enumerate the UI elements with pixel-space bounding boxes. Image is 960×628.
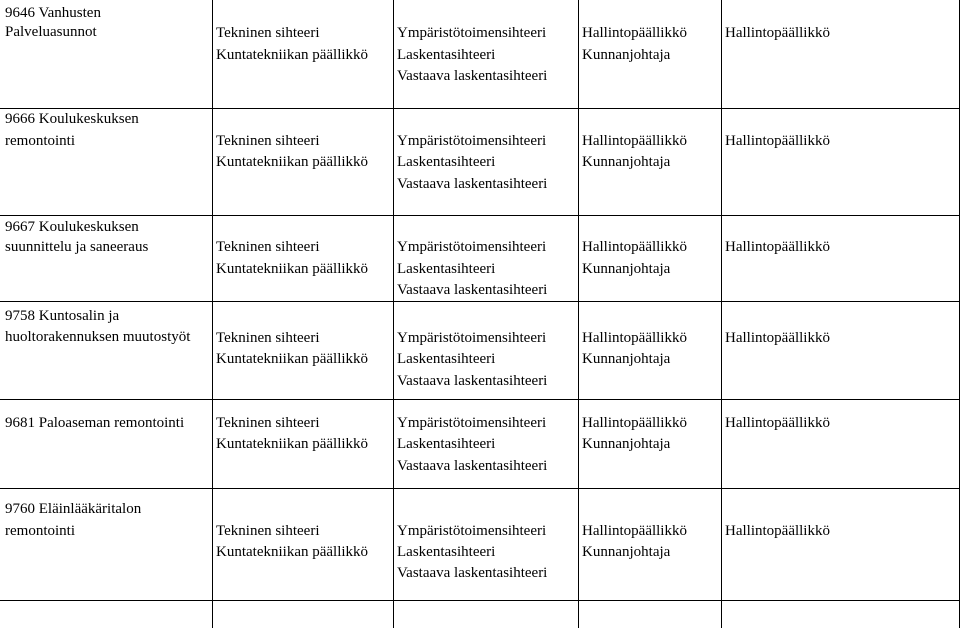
- role-tekninen-sihteeri: Tekninen sihteeri: [216, 25, 320, 41]
- role-kunnanjohtaja: Kunnanjohtaja: [582, 154, 671, 170]
- role-kunnanjohtaja: Kunnanjohtaja: [582, 47, 671, 63]
- project-number-line: 9667 Koulukeskuksen: [5, 219, 139, 235]
- role-hallintopaallikko: Hallintopäällikkö: [582, 330, 687, 346]
- role-hallintopaallikko: Hallintopäällikkö: [725, 523, 830, 539]
- role-hallintopaallikko: Hallintopäällikkö: [725, 330, 830, 346]
- role-tekninen-sihteeri: Tekninen sihteeri: [216, 239, 320, 255]
- role-hallintopaallikko: Hallintopäällikkö: [725, 133, 830, 149]
- project-number-line: 9758 Kuntosalin ja: [5, 308, 120, 324]
- role-laskentasihteeri: Laskentasihteeri: [397, 261, 496, 277]
- role-hallintopaallikko: Hallintopäällikkö: [582, 415, 687, 431]
- role-hallintopaallikko: Hallintopäällikkö: [582, 523, 687, 539]
- role-kunnanjohtaja: Kunnanjohtaja: [582, 436, 671, 452]
- role-vastaava-laskentasihteeri: Vastaava laskentasihteeri: [397, 373, 548, 389]
- role-vastaava-laskentasihteeri: Vastaava laskentasihteeri: [397, 458, 548, 474]
- role-kuntatekniikan-paallikko: Kuntatekniikan päällikkö: [216, 436, 369, 452]
- project-number-line: 9666 Koulukeskuksen: [5, 111, 139, 127]
- role-vastaava-laskentasihteeri: Vastaava laskentasihteeri: [397, 282, 548, 298]
- role-kuntatekniikan-paallikko: Kuntatekniikan päällikkö: [216, 154, 369, 170]
- project-name-line: Palveluasunnot: [5, 24, 97, 40]
- role-kuntatekniikan-paallikko: Kuntatekniikan päällikkö: [216, 47, 369, 63]
- role-laskentasihteeri: Laskentasihteeri: [397, 154, 496, 170]
- role-ymparistotoimensihteeri: Ympäristötoimensihteeri: [397, 133, 547, 149]
- role-tekninen-sihteeri: Tekninen sihteeri: [216, 330, 320, 346]
- project-block: [0, 216, 960, 301]
- project-block: [0, 0, 960, 108]
- project-block: [0, 489, 960, 600]
- role-kuntatekniikan-paallikko: Kuntatekniikan päällikkö: [216, 351, 369, 367]
- role-ymparistotoimensihteeri: Ympäristötoimensihteeri: [397, 239, 547, 255]
- role-tekninen-sihteeri: Tekninen sihteeri: [216, 415, 320, 431]
- role-vastaava-laskentasihteeri: Vastaava laskentasihteeri: [397, 68, 548, 84]
- role-ymparistotoimensihteeri: Ympäristötoimensihteeri: [397, 330, 547, 346]
- project-name-line: suunnittelu ja saneeraus: [5, 239, 149, 255]
- role-ymparistotoimensihteeri: Ympäristötoimensihteeri: [397, 523, 547, 539]
- role-laskentasihteeri: Laskentasihteeri: [397, 47, 496, 63]
- role-hallintopaallikko: Hallintopäällikkö: [725, 239, 830, 255]
- role-laskentasihteeri: Laskentasihteeri: [397, 436, 496, 452]
- row-rule: [0, 600, 960, 601]
- role-kunnanjohtaja: Kunnanjohtaja: [582, 261, 671, 277]
- project-name-line: remontointi: [5, 523, 75, 539]
- role-tekninen-sihteeri: Tekninen sihteeri: [216, 133, 320, 149]
- project-name-line: remontointi: [5, 133, 75, 149]
- project-number-line: 9646 Vanhusten: [5, 5, 101, 21]
- role-vastaava-laskentasihteeri: Vastaava laskentasihteeri: [397, 176, 548, 192]
- role-hallintopaallikko: Hallintopäällikkö: [582, 239, 687, 255]
- role-hallintopaallikko: Hallintopäällikkö: [725, 25, 830, 41]
- project-name-line: 9681 Paloaseman remontointi: [5, 415, 185, 431]
- role-ymparistotoimensihteeri: Ympäristötoimensihteeri: [397, 25, 547, 41]
- role-hallintopaallikko: Hallintopäällikkö: [582, 25, 687, 41]
- project-block: [0, 302, 960, 399]
- role-kuntatekniikan-paallikko: Kuntatekniikan päällikkö: [216, 261, 369, 277]
- role-kunnanjohtaja: Kunnanjohtaja: [582, 351, 671, 367]
- role-ymparistotoimensihteeri: Ympäristötoimensihteeri: [397, 415, 547, 431]
- role-hallintopaallikko: Hallintopäällikkö: [725, 415, 830, 431]
- role-vastaava-laskentasihteeri: Vastaava laskentasihteeri: [397, 565, 548, 581]
- project-block: [0, 109, 960, 215]
- project-name-line: huoltorakennuksen muutostyöt: [5, 329, 191, 345]
- project-block: [0, 400, 960, 488]
- role-laskentasihteeri: Laskentasihteeri: [397, 544, 496, 560]
- role-laskentasihteeri: Laskentasihteeri: [397, 351, 496, 367]
- project-number-line: 9760 Eläinlääkäritalon: [5, 501, 142, 517]
- role-kuntatekniikan-paallikko: Kuntatekniikan päällikkö: [216, 544, 369, 560]
- role-hallintopaallikko: Hallintopäällikkö: [582, 133, 687, 149]
- role-tekninen-sihteeri: Tekninen sihteeri: [216, 523, 320, 539]
- role-kunnanjohtaja: Kunnanjohtaja: [582, 544, 671, 560]
